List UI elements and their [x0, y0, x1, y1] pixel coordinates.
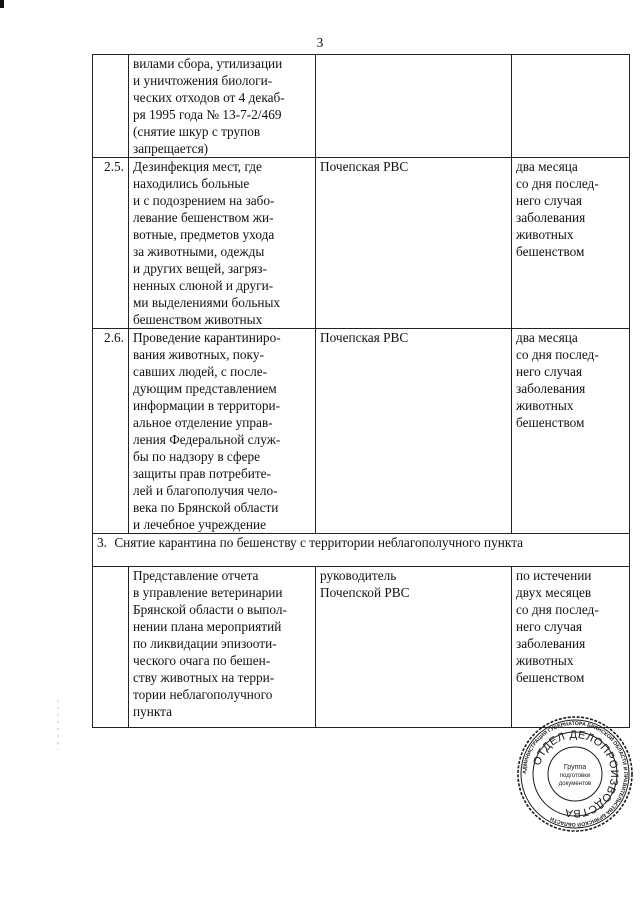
- table-row: [93, 55, 630, 158]
- section-row: [93, 534, 630, 567]
- cell-text-line: ству животных на терри-: [133, 670, 275, 685]
- cell-text-line: альное отделение управ-: [133, 415, 273, 430]
- responsible-cell: [316, 329, 512, 534]
- row-number: [93, 567, 129, 728]
- scan-edge-mark: [0, 0, 4, 8]
- deadline-cell: [512, 329, 630, 534]
- section-number: 3.: [97, 535, 107, 550]
- cell-text-line: и лечебное учреждение: [133, 517, 267, 532]
- cell-text-line: ческого очага по бешен-: [133, 653, 271, 668]
- responsible-cell: [316, 158, 512, 329]
- cell-text-line: вания животных, поку-: [133, 347, 264, 362]
- row-number: 2.5.: [93, 158, 129, 329]
- cell-text-line: Дезинфекция мест, где: [133, 159, 262, 174]
- cell-text-line: савших людей, с после-: [133, 364, 268, 379]
- cell-text-line: ми выделениями больных: [133, 295, 281, 310]
- stamp-middle-text: ОТДЕЛ ДЕЛОПРОИЗВОДСТВА: [531, 728, 621, 820]
- deadline-cell: [512, 158, 630, 329]
- cell-text-line: Почепской РВС: [320, 585, 410, 600]
- cell-text-line: Почепская РВС: [320, 330, 409, 345]
- cell-text-line: со дня послед-: [516, 176, 599, 191]
- cell-text-line: заболевания: [516, 636, 586, 651]
- measure-cell: [129, 158, 316, 329]
- section-title: Снятие карантина по бешенству с территории неблагополучного пункта: [114, 535, 524, 550]
- cell-text-line: вотные, предметов ухода: [133, 227, 275, 242]
- cell-text-line: животных: [516, 227, 574, 242]
- responsible-cell: [316, 567, 512, 728]
- cell-text-line: со дня послед-: [516, 347, 599, 362]
- cell-text-line: ческих отходов от 4 декаб-: [133, 90, 285, 105]
- cell-text-line: Представление отчета: [133, 568, 259, 583]
- cell-text-line: Проведение карантиниро-: [133, 330, 281, 345]
- cell-text-line: информации в территори-: [133, 398, 281, 413]
- pen-scratch-mark: [57, 700, 59, 750]
- cell-text-line: и уничтожения биологи-: [133, 73, 273, 88]
- cell-text-line: Брянской области о выпол-: [133, 602, 287, 617]
- measure-cell: [129, 329, 316, 534]
- stamp-center-line: подготовки: [559, 773, 591, 779]
- cell-text-line: бы по надзору в сфере: [133, 449, 261, 464]
- responsible-cell: [316, 55, 512, 158]
- deadline-cell: [512, 567, 630, 728]
- department-stamp: [516, 715, 634, 833]
- cell-text-line: в управление ветеринарии: [133, 585, 283, 600]
- cell-text-line: животных: [516, 653, 574, 668]
- measures-table: [92, 54, 630, 728]
- cell-text-line: нении плана мероприятий: [133, 619, 282, 634]
- cell-text-line: дующим представлением: [133, 381, 277, 396]
- cell-text-line: (снятие шкур с трупов: [133, 124, 261, 139]
- stamp-center-line: документов: [558, 781, 592, 787]
- cell-text-line: заболевания: [516, 210, 586, 225]
- cell-text-line: лей и благополучия чело-: [133, 483, 278, 498]
- table-row: [93, 158, 630, 329]
- cell-text-line: за животными, одежды: [133, 244, 265, 259]
- row-number: [93, 55, 129, 158]
- cell-text-line: руководитель: [320, 568, 397, 583]
- cell-text-line: бешенством животных: [133, 312, 263, 327]
- cell-text-line: пункта: [133, 704, 173, 719]
- cell-text-line: заболевания: [516, 381, 586, 396]
- cell-text-line: ря 1995 года № 13-7-2/469: [133, 107, 282, 122]
- cell-text-line: защиты прав потребите-: [133, 466, 271, 481]
- cell-text-line: и с подозрением на забо-: [133, 193, 275, 208]
- cell-text-line: по истечении: [516, 568, 592, 583]
- cell-text-line: бешенством: [516, 670, 585, 685]
- cell-text-line: животных: [516, 398, 574, 413]
- cell-text-line: вилами сбора, утилизации: [133, 56, 283, 71]
- cell-text-line: находились больные: [133, 176, 250, 191]
- cell-text-line: два месяца: [516, 159, 578, 174]
- cell-text-line: него случая: [516, 364, 583, 379]
- cell-text-line: века по Брянской области: [133, 500, 279, 515]
- cell-text-line: двух месяцев: [516, 585, 592, 600]
- stamp-outer-text: АДМИНИСТРАЦИЯ ГУБЕРНАТОРА БРЯНСКОЙ ОБЛАСТИ И ПРАВИТЕЛЬСТВА БРЯНСКОЙ ОБЛАСТИ: [521, 720, 629, 828]
- cell-text-line: Почепская РВС: [320, 159, 409, 174]
- cell-text-line: ления Федеральной служ-: [133, 432, 281, 447]
- deadline-cell: [512, 55, 630, 158]
- cell-text-line: бешенством: [516, 244, 585, 259]
- cell-text-line: по ликвидации эпизооти-: [133, 636, 277, 651]
- cell-text-line: и других вещей, загряз-: [133, 261, 267, 276]
- table-row: [93, 329, 630, 534]
- cell-text-line: ненных слюной и други-: [133, 278, 274, 293]
- table-row: [93, 567, 630, 728]
- cell-text-line: бешенством: [516, 415, 585, 430]
- measure-cell: [129, 567, 316, 728]
- cell-text-line: тории неблагополучного: [133, 687, 273, 702]
- section-heading: [93, 534, 630, 567]
- cell-text-line: запрещается): [133, 141, 209, 156]
- cell-text-line: него случая: [516, 193, 583, 208]
- cell-text-line: левание бешенством жи-: [133, 210, 274, 225]
- measure-cell: [129, 55, 316, 158]
- stamp-center-line: Группа: [563, 764, 587, 771]
- row-number: 2.6.: [93, 329, 129, 534]
- cell-text-line: со дня послед-: [516, 602, 599, 617]
- page-number: 3: [316, 35, 324, 50]
- cell-text-line: два месяца: [516, 330, 578, 345]
- cell-text-line: него случая: [516, 619, 583, 634]
